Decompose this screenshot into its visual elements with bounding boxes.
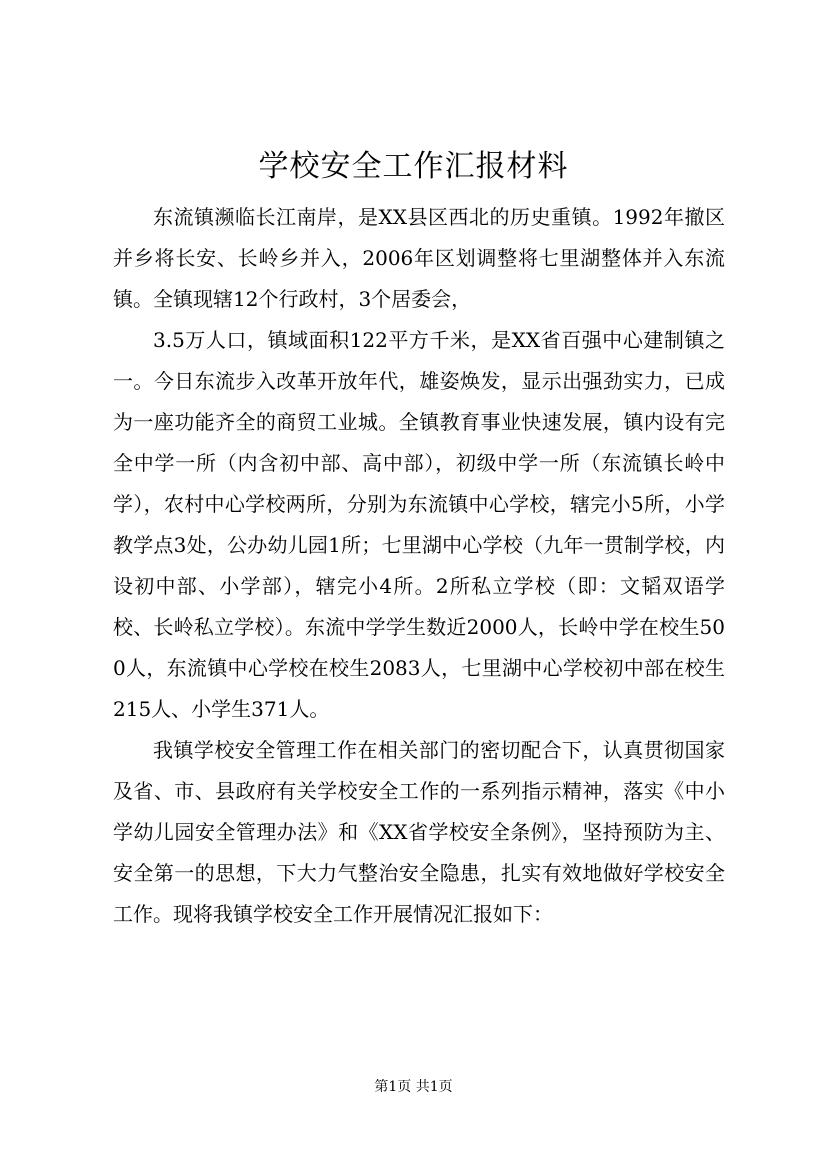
paragraph-safety-work: 我镇学校安全管理工作在相关部门的密切配合下，认真贯彻国家及省、市、县政府有关学校安全工作的一系列指示精神，落实《中小学幼儿园安全管理办法》和《XX省学校安全条例》，坚持预防为主、安全第一的思想，下大力气整治安全隐患，扎实有效地做好学校安全工作。现将我镇学校安全工作开展情况汇报如下： xyxy=(113,738,725,926)
paragraph-population-schools: 3.5万人口，镇域面积122平方千米，是XX省百强中心建制镇之一。今日东流步入改革开放年代，雄姿焕发，显示出强劲实力，已成为一座功能齐全的商贸工业城。全镇教育事业快速发展，镇内设有完全中学一所（内含初中部、高中部），初级中学一所（东流镇长岭中学），农村中心学校两所，分别为东流镇中心学校，辖完小5所，小学教学点3处，公办幼儿园1所；七里湖中心学校（九年一贯制学校，内设初中部、小学部），辖完小4所。2所私立学校（即：文韬双语学校、长岭私立学校）。东流中学学生数近2000人，长岭中学在校生500人，东流镇中心学校在校生2083人，七里湖中心学校初中部在校生215人、小学生371人。 xyxy=(113,328,725,721)
document-body xyxy=(113,197,725,935)
paragraph-intro: 东流镇濒临长江南岸，是XX县区西北的历史重镇。1992年撤区并乡将长安、长岭乡并入，2006年区划调整将七里湖整体并入东流镇。全镇现辖12个行政村，3个居委会， xyxy=(113,205,725,311)
page-footer: 第1页 共1页 xyxy=(374,1079,453,1095)
document-title: 学校安全工作汇报材料 xyxy=(258,149,569,184)
